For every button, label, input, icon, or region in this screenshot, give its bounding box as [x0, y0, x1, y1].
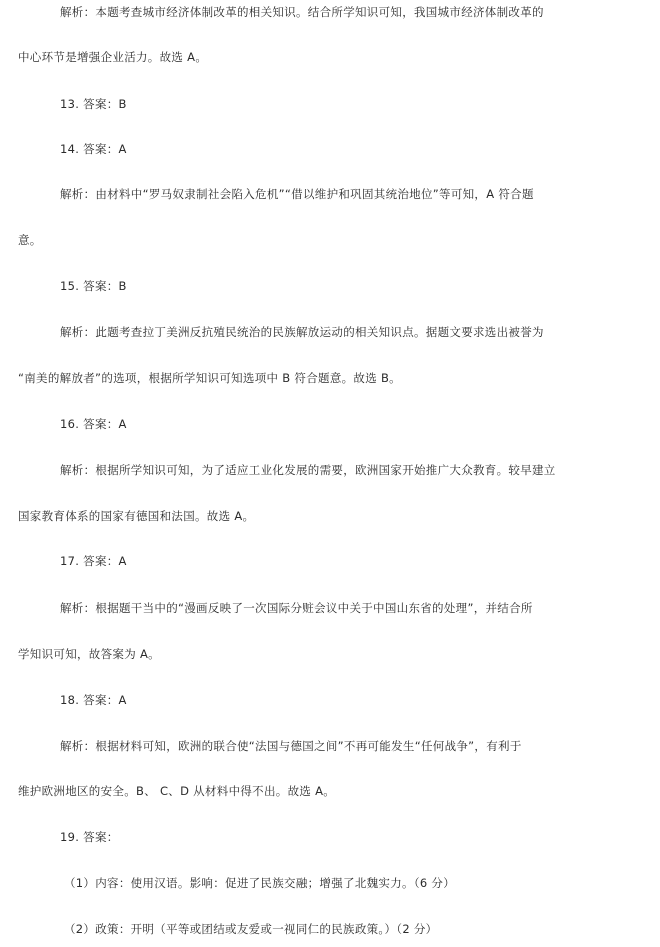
- analysis-16-line-1: 解析：根据所学知识可知，为了适应工业化发展的需要，欧洲国家开始推广大众教育。较早建立: [60, 463, 556, 477]
- answer-17: 17. 答案：A: [60, 554, 127, 568]
- answer-19-part-2: （2）政策：开明（平等或团结或友爱或一视同仁的民族政策。）（2 分）: [64, 922, 438, 936]
- answer-15: 15. 答案：B: [60, 279, 127, 293]
- analysis-18-line-1: 解析：根据材料可知，欧洲的联合使“法国与德国之间”不再可能发生“任何战争”，有利于: [60, 739, 522, 753]
- analysis-15-line-1: 解析：此题考查拉丁美洲反抗殖民统治的民族解放运动的相关知识点。据题文要求选出被誉为: [60, 325, 544, 339]
- analysis-17-line-2: 学知识可知，故答案为 A。: [18, 647, 160, 661]
- analysis-12-line-2: 中心环节是增强企业活力。故选 A。: [18, 50, 208, 64]
- answer-19-part-1: （1）内容：使用汉语。影响：促进了民族交融；增强了北魏实力。（6 分）: [64, 876, 456, 890]
- answer-16: 16. 答案：A: [60, 417, 127, 431]
- answer-19: 19. 答案：: [60, 830, 119, 844]
- answer-13: 13. 答案：B: [60, 97, 127, 111]
- analysis-14-line-2: 意。: [18, 233, 42, 247]
- analysis-14-line-1: 解析：由材料中“罗马奴隶制社会陷入危机”“借以维护和巩固其统治地位”等可知，A 符合题: [60, 187, 534, 201]
- answer-14: 14. 答案：A: [60, 142, 127, 156]
- analysis-18-line-2: 维护欧洲地区的安全。B、 C、D 从材料中得不出。故选 A。: [18, 784, 336, 798]
- analysis-16-line-2: 国家教育体系的国家有德国和法国。故选 A。: [18, 509, 255, 523]
- analysis-12-line-1: 解析：本题考查城市经济体制改革的相关知识。结合所学知识可知，我国城市经济体制改革的: [60, 5, 544, 19]
- analysis-17-line-1: 解析：根据题干当中的“漫画反映了一次国际分赃会议中关于中国山东省的处理”，并结合所: [60, 601, 533, 615]
- answer-18: 18. 答案：A: [60, 693, 127, 707]
- analysis-15-line-2: “南美的解放者”的选项，根据所学知识可知选项中 B 符合题意。故选 B。: [18, 371, 401, 385]
